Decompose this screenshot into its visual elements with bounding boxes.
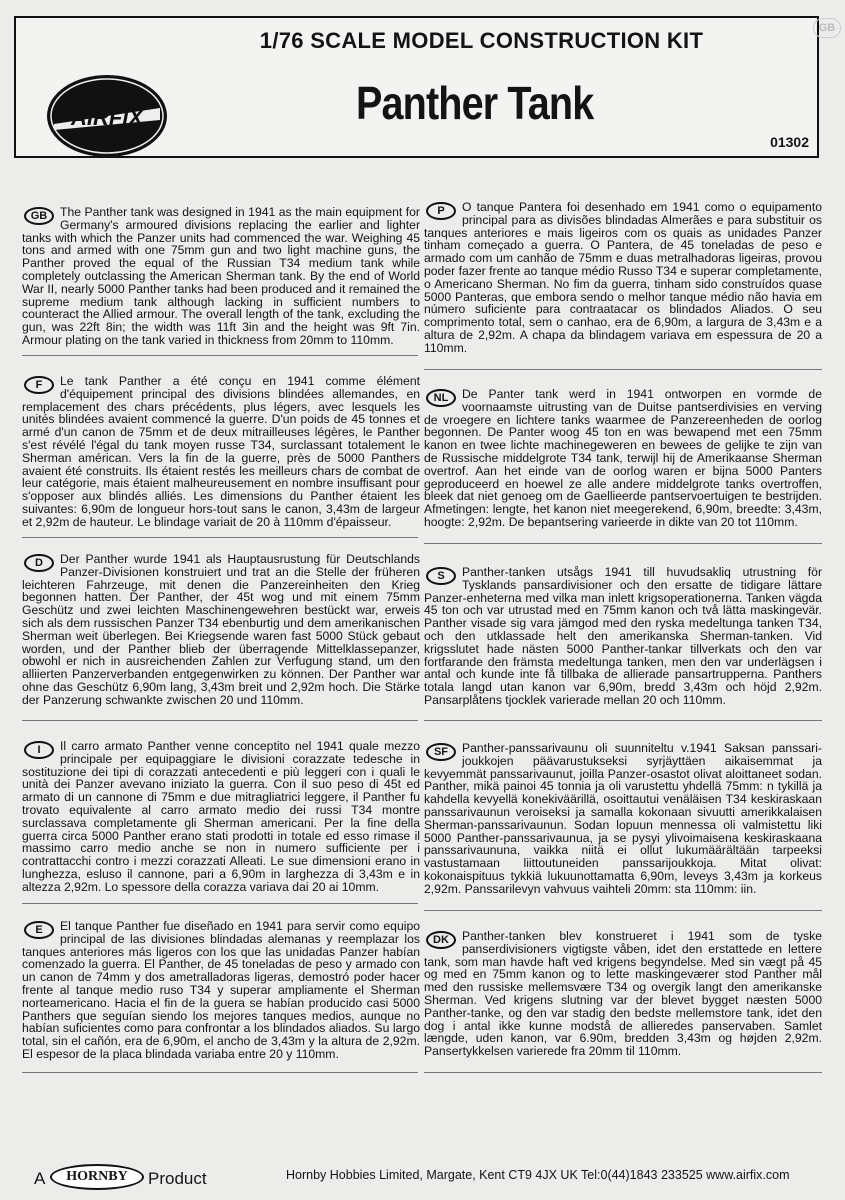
section-text-f: Le tank Panther a été conçu en 1941 comme élément d'équipement principal des divisions blindées allemandes, en remplacement des chars précédents, plus légers, avec lesquels les unités blindées avaient commencé la guerre. D'un poids de 45 tonnes et armé d'un canon de 75mm et de deux mitrailleuses légères, le Panther s'est révélé l'égal du tank moyen russe T34, surclassant totalement le Sherman américan. Vers la fin de la guerre, près de 5000 Panthers avaient été construits. Ils étaient restés les meilleurs chars de combat de leur catégorie, mais étaient malheureusement en nombre insuffisant pour s'opposer aux blindés alliés. Les dimensions du Panther étaient les suivantes: 6,90m de longueur hors-tout sans le canon, 3,43m de largeur et 2,92m de hauteur. Le blindage variait de 20 à 110mm d'épaisseur. — [22, 374, 420, 529]
divider — [424, 369, 822, 370]
section-dk — [424, 930, 822, 1058]
footer-address: Hornby Hobbies Limited, Margate, Kent CT9 4JX UK Tel:0(44)1843 233525 www.airfix.com — [286, 1168, 790, 1182]
language-badge-e: E — [24, 921, 54, 939]
kit-name: Panther Tank — [356, 77, 594, 129]
divider — [22, 1072, 418, 1073]
section-text-sf: Panther-panssarivaunu oli suunniteltu v.1941 Saksan panssari-joukkojen päävarustukseksi syrjäyttäen aikaisemmat ja kevyemmät panssarivaunut, joilla Panzer-osastot olivat aloittaneet sodan. Panther, mikä painoi 45 tonnia ja oli varustettu yhdellä 75mm: n tykillä ja kahdella kevyellä konekiväärillä, osoittautui venäläisen T34 keskiraskaan panssarivaunun veroiseksi ja samalla kokonaan sivuutti amerikkalaisen Sherman-panssarivaunun. Sodan lopuun mennessa oli valmistettu liki 5000 Panther-panssarivaunua, ja se pysyi ylivoimaisena keskiraskaana panssarivaununa, vaikka niitä ei ollut lukumäärältään tarpeeksi vastustamaan liittoutuneiden panssarijoukkoja. Mitat olivat: kokonaispituus tykkiä lukuunottamatta 6,90m, leveys 3,43m ja korkeus 2,92m. Panssarilevyn vahvuus vaihteli 20mm: sta 110mm: iin. — [424, 741, 822, 896]
language-badge-gb: GB — [24, 207, 54, 225]
section-text-i: Il carro armato Panther venne conceptito nel 1941 quale mezzo principale per equipaggiare le divisioni corazzate tedesche in sostituzione dei tipi di corazzati antecedenti e più leggeri con i quali le unità dei Panzer avevano iniziato la guerra. Con il suo peso di 45t ed armato di un cannone di 75mm e due mitragliatrici leggere, il Panther fu trovato equivalente al carro armato medio dei russi T34 montre surclassava completamente gli Sherman americani. Per la fine della guerra circa 5000 Panther erano stati prodotti in totale ed esso rimase il massimo carro medio anche se non in numero sufficiente per i contrattacchi contro i mezzi corazzati Alleati. Le sue dimensioni erano in lunghezza, esluso il cannone, pari a 6,90m in larghezza di 3,43m e in altezza 2,92m. Lo spessore della corazza variava dai 20 ai 10mm. — [22, 739, 420, 894]
section-text-dk: Panther-tanken blev konstrueret i 1941 som de tyske panserdivisioners vigtigste våben, idet den erstattede en lettere tank, som man havde haft ved krigens begyndelse. Med sin vægt på 45 og med en 75mm kanon og to lette maskingeværer stod Panther mål med den russiske mellemsvære T34 og overgik langt den amerikanske Sherman. Ved krigens slutning var der blevet bygget næsten 5000 Panther-tanke, og den var stadig den bedste mellemstore tank, idet den dog i antal ikke kunne modstå de allieredes panservaben. Samlet længde, uden kanon, var 6.90m, bredden 3,43m og højden 2,92m. Pansertykkelsen varierede fra 20mm til 110mm. — [424, 929, 822, 1059]
section-f — [22, 375, 420, 529]
edge-language-mark: GB — [813, 18, 841, 38]
section-text-d: Der Panther wurde 1941 als Hauptausrustung für Deutschlands Panzer-Divisionen konstruiert und trat an die Stelle der früheren leichteren Fahrzeuge, mit denen die Panzereinheiten den Krieg begonnen hatten. Der Panther, der 45t wog und mit einem 75mm Geschütz und zwei leichten Maschinengewehren bestückt war, erweis sich als dem russischen Panzer T34 ebenburtig und dem amerikanischen Sherman weit überlegen. Bei Kriegsende waren fast 5000 Stück gebaut worden, und der Panther blieb der überragende Mittelklassepanzer, obwohl er nich in ausreichenden Zahlen zur Verfugung stand, um den alliierten Panzerverbanden entgegenwirken zu können. Der Panther war ohne das Geschütz 6,90m lang, 3,43m breit und 2,92m hoch. Die Stärke der Panzerung schwankte zwischen 20 und 110mm. — [22, 552, 420, 707]
section-i — [22, 740, 420, 894]
language-badge-sf: SF — [426, 743, 456, 761]
language-badge-nl: NL — [426, 389, 456, 407]
divider — [22, 903, 418, 904]
section-s — [424, 566, 822, 707]
section-text-e: El tanque Panther fue diseñado en 1941 para servir como equipo principal de las divisiones blindadas alemanas y reemplazar los tanques anteriores más ligeros con los que las unidadas Panzer habían comenzado la guerra. El Panther, de 45 toneladas de peso y armado con un canon de 74mm y dos ametralladoras ligeras, demostró poder hacer frente al tanque medio ruso T34 y superar ampliamente el Sherman norteamericano. Hacia el fin de la guera se habían producido casi 5000 Panthers que seguían siendo los mejores tanques medios, aunque no habían suficientes como para confrontar a los blindados aliados. Su largo total, sin el cañón, era de 6,90m, el ancho de 3,43m y la altura de 2,92m. El espesor de la placa blindada variaba entre 20 y 110mm. — [22, 919, 420, 1061]
section-nl — [424, 388, 822, 529]
language-badge-i: I — [24, 741, 54, 759]
title-block — [14, 16, 819, 158]
language-badge-s: S — [426, 567, 456, 585]
section-text-s: Panther-tanken utsågs 1941 till huvudsakliq utrustning för Tysklands pansardivisioner och den ersatte de tidigare lättare Panzer-enheterna med vilka man inlett krigsoperationerna. Tanken vägda 45 ton och var utrustad med en 75mm kanon och två lätta maskingevär. Panther visade sig vara jämgod med den ryska medeltunga tanken T34, och den utklassade helt den amerikanska Sherman-tanken. Vid krigsslutet hade nästen 5000 Panther-tankar tillverkats och den var fortfarande den främsta medeltunga tanken, men den var underlägsen i antal och kunde inte få tillbaka de allierade pansartrupperna. Panthers totala langd utan kanon var 6,90m, bredd 3,43m och höjd 2,92m. Pansarplåtens tjocklek varierade mellan 20 och 110mm. — [424, 565, 822, 707]
divider — [22, 355, 418, 356]
divider — [424, 720, 822, 721]
logo-text: AIRFIX — [70, 105, 144, 130]
language-badge-d: D — [24, 554, 54, 572]
airfix-logo-icon — [46, 74, 168, 158]
section-text-p: O tanque Pantera foi desenhado em 1941 como o equipamento principal para as divisões blindadas Almerães e para substituir os tanques anteriores e mais ligeiros com os quais as unidades Panzer tinham começado a guerra. O Pantera, de 45 toneladas de peso e armado com um canhão de 75mm e duas metralhadoras ligeiras, provou poder fazer frente ao tanque médio Russo T34 e superar completamente, o Americano Sherman. No fim da guerra, tinham sido construídos quase 5000 Panteras, que embora sendo o melhor tanque médio não havia em número suficiente para contraatacar os blindados Aliados. O seu comprimento total, sem o canhao, era de 6,90m, a largura de 3,43m e a altura de 2,92m. A chapa da blindagem variava em espessura de 20 a 110mm. — [424, 200, 822, 355]
divider — [424, 1072, 822, 1073]
section-gb — [22, 206, 420, 347]
divider — [22, 537, 418, 538]
airfix-logo — [46, 74, 168, 158]
footer-prefix: A — [34, 1169, 46, 1188]
section-text-nl: De Panter tank werd in 1941 ontworpen en vormde de voornaamste uitrusting van de Duitse pantserdivisies en verving de vroegere en lichtere tanks waarmee de Panzereenheden de oorlog begonnen. De Panter woog 45 ton en was bewapend met een 75mm kanon en twee lichte machinegeweren en bewees de gelijke te zijn van de Russische middelgrote T34 tank, terwijl hij de Amerikaanse Sherman overtrof. Aan het einde van de oorlog waren er bijna 5000 Panters geproduceerd en hoewel ze alle andere middelgrote tanks overtroffen, bleek dat niet genoeg om de Gaellieerde pantservoertuigen te bestrijden. Afmetingen: lengte, het kanon niet meegerekend, 6,90m, breedte: 3,43m, hoogte: 2,92m. De bepantsering varieerde in dikte van 20 tot 110mm. — [424, 387, 822, 529]
hornby-logo: HORNBY — [50, 1164, 144, 1190]
kit-number: 01302 — [770, 134, 809, 150]
section-d — [22, 553, 420, 707]
footer-suffix: Product — [148, 1169, 207, 1188]
language-badge-f: F — [24, 376, 54, 394]
divider — [424, 910, 822, 911]
language-badge-dk: DK — [426, 931, 456, 949]
section-sf — [424, 742, 822, 896]
section-e — [22, 920, 420, 1061]
section-p — [424, 201, 822, 355]
divider — [424, 543, 822, 544]
section-text-gb: The Panther tank was designed in 1941 as the main equipment for Germany's armoured divisions replacing the earlier and lighter tanks with which the Panzer units had commenced the war. Weighing 45 tons and armed with one 75mm gun and two light machine guns, the Panther proved the equal of the Russian T34 medium tank while completely outclassing the American Sherman tank. By the end of World War II, nearly 5000 Panther tanks had been produced and it remained the supreme medium tank although lacking in sufficient numbers to counteract the Allied armour. The overall length of the tank, excluding the gun, was 22ft 8in; the width was 11ft 3in and the height was 9ft 7in. Armour plating on the tank varied in thickness from 20mm to 110mm. — [22, 205, 420, 347]
scale-title: 1/76 SCALE MODEL CONSTRUCTION KIT — [259, 28, 704, 53]
divider — [22, 720, 418, 721]
language-badge-p: P — [426, 202, 456, 220]
